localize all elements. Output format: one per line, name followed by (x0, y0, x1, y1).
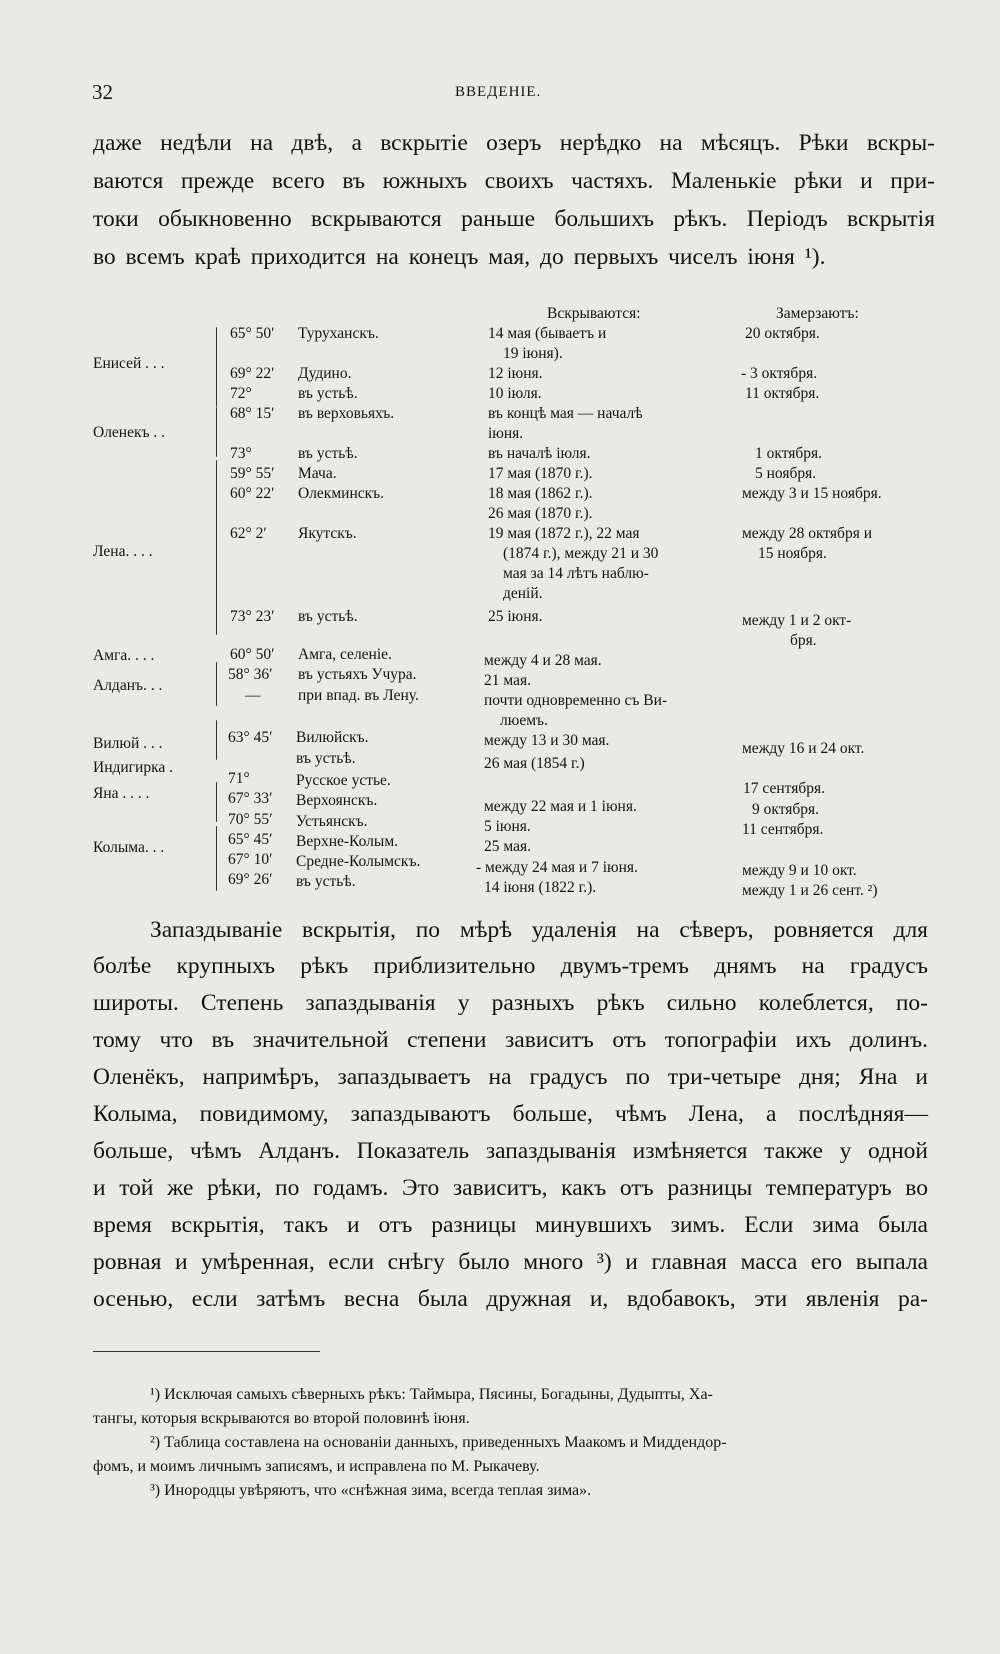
place: Русское устье. (296, 772, 391, 789)
text-line: больше, чѣмъ Алданъ. Показатель запаздыванія измѣняется также у одной (93, 1138, 928, 1164)
footnote-line: ³) Инородцы увѣряютъ, что «снѣжная зима, всегда теплая зима». (150, 1482, 592, 1499)
open-date: 19 мая (1872 г.), 22 мая (488, 525, 640, 542)
freeze-date: между 1 и 2 окт- (742, 612, 852, 629)
brace (216, 720, 217, 760)
text-line: широты. Степень запаздыванія у разныхъ рѣкъ сильно колеблется, по- (93, 990, 928, 1016)
text-line: Колыма, повидимому, запаздываютъ больше, чѣмъ Лена, а послѣдняя— (93, 1101, 928, 1127)
place: Якутскъ. (298, 525, 357, 542)
brace (216, 407, 217, 457)
place: Средне-Колымскъ. (296, 853, 421, 870)
brace (216, 662, 217, 706)
place: въ устьѣ. (298, 608, 358, 625)
open-date: между 22 мая и 1 іюня. (484, 798, 637, 815)
footnote-line: ²) Таблица составлена на основаніи данныхъ, приведенныхъ Маакомъ и Миддендор- (150, 1434, 727, 1451)
text-line: ровная и умѣренная, если снѣгу было много ³) и главная масса его выпала (93, 1249, 928, 1275)
running-head: ВВЕДЕНІЕ. (455, 84, 542, 100)
latitude: 60° 22′ (230, 485, 275, 502)
open-date: 19 іюня). (503, 345, 563, 362)
open-date: 25 іюня. (488, 608, 543, 625)
freeze-date: 5 ноября. (755, 465, 817, 482)
open-date: въ началѣ іюля. (488, 445, 591, 462)
text-line: во всемъ краѣ приходится на конецъ мая, до первыхъ чиселъ іюня ¹). (93, 244, 826, 270)
text-line: ваются прежде всего въ южныхъ своихъ частяхъ. Маленькіе рѣки и при- (93, 168, 935, 194)
river-name: Колыма. . . (93, 839, 165, 856)
open-date: 5 іюня. (484, 818, 531, 835)
open-date: деній. (503, 585, 543, 602)
freeze-date: 11 сентября. (742, 821, 824, 838)
open-date: 12 іюня. (488, 365, 543, 382)
page-number: 32 (92, 80, 113, 104)
open-date: (1874 г.), между 21 и 30 (503, 545, 659, 562)
river-name: Алданъ. . . (93, 677, 163, 694)
latitude: 58° 36′ (228, 666, 273, 683)
latitude: 72° (230, 385, 252, 402)
place: Устьянскъ. (296, 813, 368, 830)
open-date: 26 мая (1854 г.) (484, 755, 585, 772)
place: Верхне-Колым. (296, 833, 398, 850)
open-date: между 13 и 30 мая. (484, 732, 610, 749)
text-line: болѣе крупныхъ рѣкъ приблизительно двумъ-тремъ днямъ на градусъ (93, 953, 928, 979)
place: въ устьяхъ Учура. (298, 666, 417, 683)
open-date: 26 мая (1870 г.). (488, 505, 593, 522)
place: въ верховьяхъ. (298, 405, 395, 422)
latitude: — (245, 687, 261, 704)
open-date: іюня. (488, 425, 524, 442)
latitude: 69° 22′ (230, 365, 275, 382)
brace (216, 460, 217, 635)
latitude: 71° (228, 770, 250, 787)
latitude: 60° 50′ (230, 646, 275, 663)
latitude: 59° 55′ (230, 465, 275, 482)
place: въ устьѣ. (298, 385, 358, 402)
latitude: 68° 15′ (230, 405, 275, 422)
latitude: 67° 33′ (228, 790, 273, 807)
place: Вилюйскъ. (296, 729, 369, 746)
freeze-date: между 1 и 26 сент. ²) (742, 882, 878, 899)
open-date: между 4 и 28 мая. (484, 652, 602, 669)
place: Верхоянскъ. (296, 792, 378, 809)
freeze-date: между 3 и 15 ноября. (742, 485, 882, 502)
place: въ устьѣ. (298, 445, 358, 462)
freeze-date: бря. (790, 632, 817, 649)
river-name: Вилюй . . . (93, 735, 163, 752)
river-ice-table (0, 300, 1000, 900)
header-freeze: Замерзаютъ: (776, 305, 859, 322)
open-date: 25 мая. (484, 838, 531, 855)
footnote-line: ¹) Исключая самыхъ сѣверныхъ рѣкъ: Таймыра, Пясины, Богадыны, Дудыпты, Ха- (150, 1386, 713, 1403)
open-date: почти одновременно съ Ви- (484, 692, 668, 709)
place: Туруханскъ. (298, 325, 379, 342)
freeze-date: 9 октября. (752, 801, 820, 818)
latitude: 73° 23′ (230, 608, 275, 625)
latitude: 63° 45′ (228, 729, 273, 746)
freeze-date: 15 ноября. (758, 545, 827, 562)
place: Мача. (298, 465, 337, 482)
open-date: 17 мая (1870 г.). (488, 465, 593, 482)
open-date: 18 мая (1862 г.). (488, 485, 593, 502)
text-line: время вскрытія, такъ и отъ разницы минувшихъ зимъ. Если зима была (93, 1212, 928, 1238)
latitude: 73° (230, 445, 252, 462)
open-date: мая за 14 лѣтъ наблю- (503, 565, 649, 582)
freeze-date: 20 октября. (745, 325, 820, 342)
open-date: 21 мая. (484, 672, 531, 689)
open-date: люемъ. (500, 712, 548, 729)
open-date: 14 іюня (1822 г.). (484, 879, 597, 896)
open-date: 10 іюля. (488, 385, 542, 402)
open-date: - между 24 мая и 7 іюня. (476, 859, 638, 876)
open-date: въ концѣ мая — началѣ (488, 405, 643, 422)
footnote-line: фомъ, и моимъ личнымъ записямъ, и исправлена по М. Рыкачеву. (93, 1458, 540, 1475)
place: въ устьѣ. (296, 750, 356, 767)
freeze-date: между 9 и 10 окт. (742, 862, 857, 879)
place: при впад. въ Лену. (298, 687, 419, 704)
text-line: токи обыкновенно вскрываются раньше большихъ рѣкъ. Періодъ вскрытія (93, 206, 935, 232)
brace (216, 826, 217, 891)
open-date: 14 мая (бываетъ и (488, 325, 607, 342)
freeze-date: между 28 октября и (742, 525, 872, 542)
river-name: Амга. . . . (93, 647, 155, 664)
place: Дудино. (298, 365, 352, 382)
river-name: Яна . . . . (93, 785, 150, 802)
text-line: даже недѣли на двѣ, а вскрытіе озеръ нерѣдко на мѣсяцъ. Рѣки вскры- (93, 130, 935, 156)
river-name: Индигирка . (93, 759, 173, 776)
latitude: 69° 26′ (228, 871, 273, 888)
footnote-rule (93, 1351, 320, 1352)
place: въ устьѣ. (296, 873, 356, 890)
river-name: Енисей . . . (93, 355, 165, 372)
river-name: Оленекъ . . (93, 424, 166, 441)
place: Амга, селеніе. (298, 646, 392, 663)
header-open: Вскрываются: (547, 305, 641, 322)
freeze-date: 17 сентября. (743, 780, 825, 797)
latitude: 62° 2′ (230, 525, 267, 542)
text-line: Запаздываніе вскрытія, по мѣрѣ удаленія на сѣверъ, ровняется для (150, 917, 928, 943)
freeze-date: - 3 октября. (741, 365, 818, 382)
text-line: осенью, если затѣмъ весна была дружная и, вдобавокъ, эти явленія ра- (93, 1286, 928, 1312)
latitude: 67° 10′ (228, 851, 273, 868)
footnote-line: тангы, которыя вскрываются во второй половинѣ іюня. (93, 1410, 470, 1427)
latitude: 65° 50′ (230, 325, 275, 342)
brace (216, 782, 217, 822)
latitude: 65° 45′ (228, 831, 273, 848)
text-line: Оленёкъ, напримѣръ, запаздываетъ на градусъ по три-четыре дня; Яна и (93, 1064, 928, 1090)
text-line: тому что въ значительной степени зависитъ отъ топографіи ихъ долинъ. (93, 1027, 928, 1053)
river-name: Лена. . . . (93, 543, 153, 560)
latitude: 70° 55′ (228, 811, 273, 828)
place: Олекминскъ. (298, 485, 385, 502)
text-line: и той же рѣки, по годамъ. Это зависитъ, какъ отъ разницы температуръ во (93, 1175, 928, 1201)
freeze-date: 1 октября. (755, 445, 823, 462)
freeze-date: 11 октября. (745, 385, 820, 402)
brace (216, 327, 217, 407)
freeze-date: между 16 и 24 окт. (742, 740, 865, 757)
